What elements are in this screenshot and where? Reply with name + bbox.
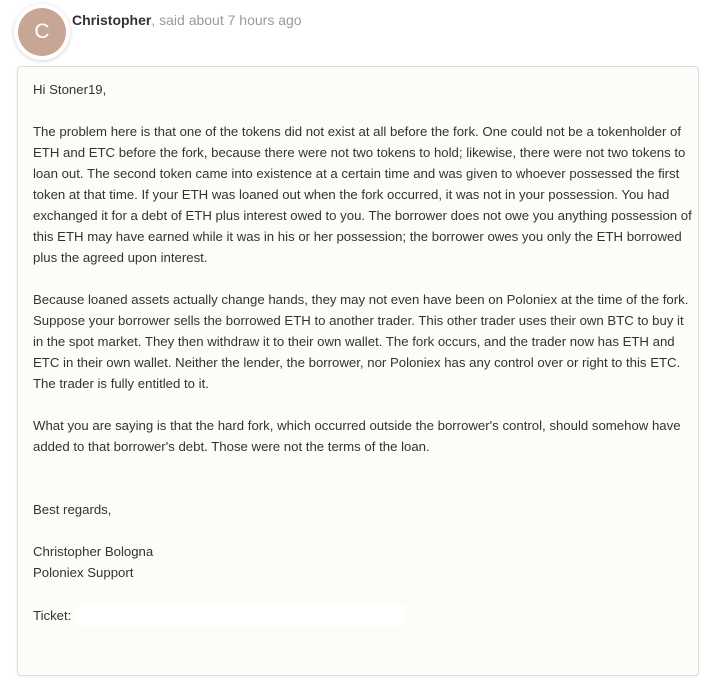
closing: Best regards,: [33, 502, 112, 517]
comment-meta: [72, 11, 302, 29]
avatar-initial: C: [34, 20, 50, 43]
paragraph-1: The problem here is that one of the tokens did not exist at all before the fork. One could not be a tokenholder of ETH and ETC before the fork, because there were not two tokens to hold; likewise, there were not two tokens to loan out. The second token came into existence at a certain time and was given to whoever possessed the first token at that time. If your ETH was loaned out when the fork occurred, it was not in your possession. You had exchanged it for a debt of ETH plus interest owed to you. The borrower does not owe you anything possession of this ETH may have earned while it was in his or her possession; the borrower owes you only the ETH borrowed plus the agreed upon interest.: [33, 124, 692, 265]
signature-name: Christopher Bologna: [33, 544, 154, 559]
comment-bubble: [17, 66, 699, 676]
ticket-row: [33, 604, 693, 626]
author-name[interactable]: Christopher: [72, 12, 152, 28]
paragraph-3: What you are saying is that the hard fork, which occurred outside the borrower's control, should somehow have added to that borrower's debt. Those were not the terms of the loan.: [33, 418, 681, 454]
ticket-label: Ticket:: [33, 607, 72, 623]
ticket-redacted-field: [77, 604, 405, 626]
paragraph-2: Because loaned assets actually change hands, they may not even have been on Poloniex at the time of the fork. Suppose your borrower sells the borrowed ETH to another trader. This other trader uses their own BTC to buy it in the spot market. They then withdraw it to their own wallet. The fork occurs, and the trader now has ETH and ETC in their own wallet. Neither the lender, the borrower, nor Poloniex has any control over or right to this ETC. The trader is fully entitled to it.: [33, 292, 689, 391]
comment-timestamp: , said about 7 hours ago: [151, 12, 302, 28]
greeting: Hi Stoner19,: [33, 82, 107, 97]
signature-org: Poloniex Support: [33, 565, 134, 580]
avatar[interactable]: [18, 8, 66, 56]
comment-body: [33, 79, 693, 626]
